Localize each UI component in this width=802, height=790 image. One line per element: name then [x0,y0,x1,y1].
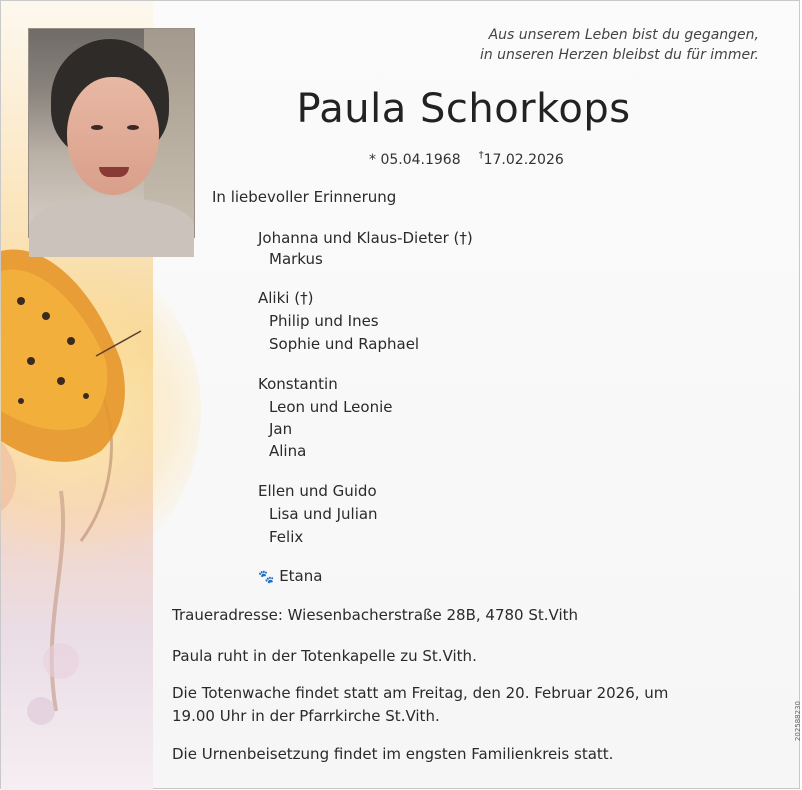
family-member: Lisa und Julian [269,505,378,523]
deceased-name: Paula Schorkops [296,86,631,132]
family-member: Felix [269,528,304,546]
chapel-info: Paula ruht in der Totenkapelle zu St.Vith. [172,647,477,665]
family-member: Markus [269,250,323,268]
pet-line [258,566,322,588]
paw-icon: 🐾 [258,570,275,585]
family-member: Konstantin [258,375,338,393]
family-member: Alina [269,442,307,460]
family-member: Aliki (†) [258,289,314,307]
mourning-address: Traueradresse: Wiesenbacherstraße 28B, 4780 St.Vith [172,606,579,624]
memorial-quote [399,25,759,65]
family-member: Jan [269,420,293,438]
wake-info-line2: 19.00 Uhr in der Pfarrkirche St.Vith. [172,707,440,725]
quote-line: in unseren Herzen bleibst du für immer. [479,47,759,63]
family-member: Philip und Ines [269,312,379,330]
family-member: Johanna und Klaus-Dieter (†) [258,229,473,247]
family-member: Sophie und Raphael [269,335,420,353]
family-member: Leon und Leonie [269,398,393,416]
butterfly-image [1,241,161,761]
birth-date: * 05.04.1968 [369,151,461,168]
life-dates [369,150,582,168]
portrait-photo [28,28,195,238]
intro-line: In liebevoller Erinnerung [212,188,397,206]
burial-info: Die Urnenbeisetzung findet im engsten Familienkreis statt. [172,745,614,763]
ad-reference-code: 202588230 [794,701,802,742]
quote-line: Aus unserem Leben bist du gegangen, [488,27,759,43]
wake-info-line1: Die Totenwache findet statt am Freitag, den 20. Februar 2026, um [172,684,669,702]
death-symbol: † [478,150,484,161]
death-date: 17.02.2026 [483,151,564,168]
family-member: Etana [279,567,323,585]
family-member: Ellen und Guido [258,482,377,500]
